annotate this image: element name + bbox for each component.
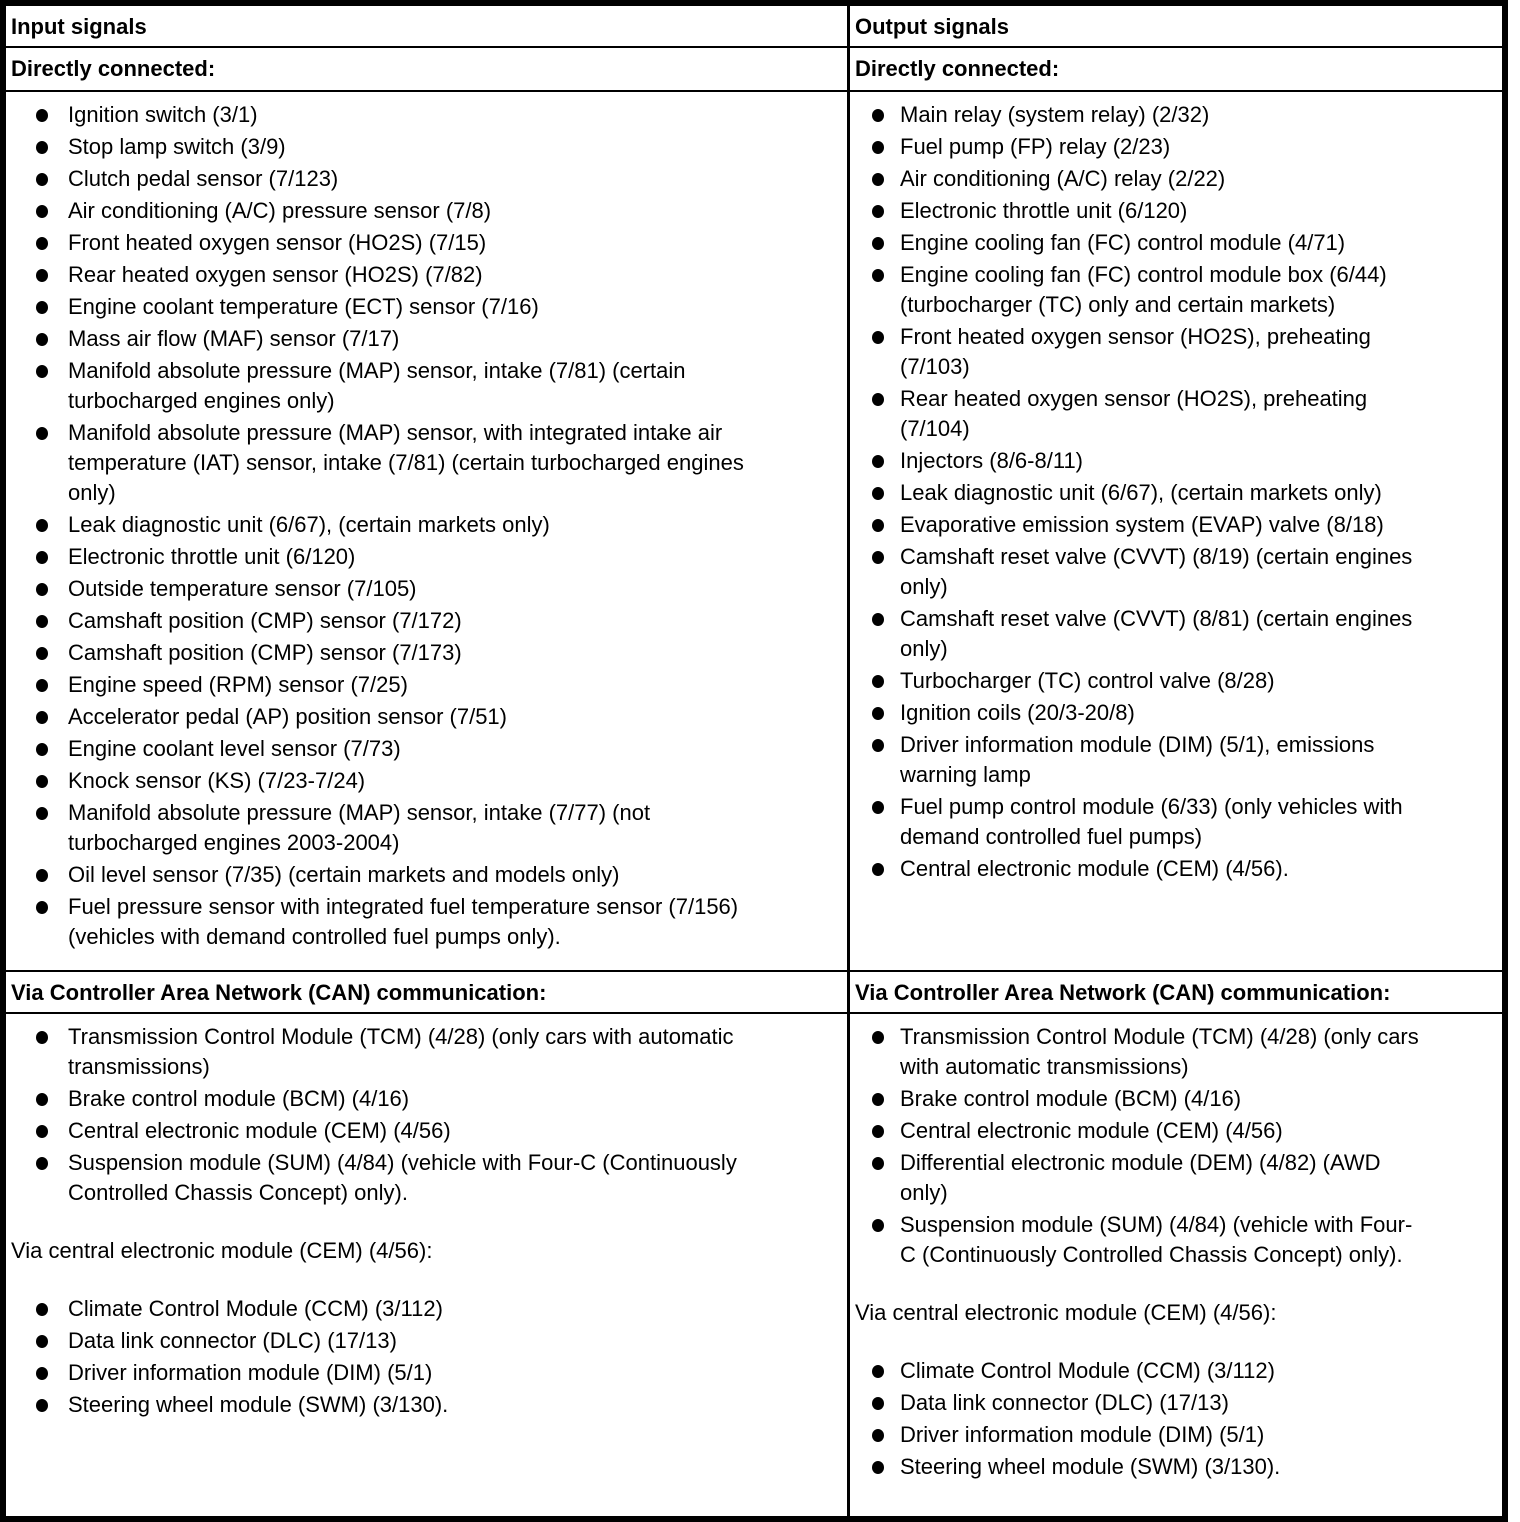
list-item: Oil level sensor (7/35) (certain markets and models only)	[6, 860, 783, 890]
list-item: Engine cooling fan (FC) control module (4/71)	[850, 228, 1422, 258]
list-item: Air conditioning (A/C) relay (2/22)	[850, 164, 1422, 194]
input-can-heading: Via Controller Area Network (CAN) communication:	[11, 980, 547, 1005]
list-item: Manifold absolute pressure (MAP) sensor, with integrated intake air temperature (IAT) sensor, intake (7/81) (certain turbocharged engines only)	[6, 418, 783, 508]
output-via-cem-heading: Via central electronic module (CEM) (4/56):	[855, 1300, 1277, 1325]
list-item: Leak diagnostic unit (6/67), (certain markets only)	[850, 478, 1422, 508]
list-item: Camshaft position (CMP) sensor (7/172)	[6, 606, 783, 636]
list-item: Main relay (system relay) (2/32)	[850, 100, 1422, 130]
list-item: Accelerator pedal (AP) position sensor (7/51)	[6, 702, 783, 732]
list-item: Engine speed (RPM) sensor (7/25)	[6, 670, 783, 700]
output-column-header: Output signals	[855, 14, 1009, 39]
input-directly-connected-heading: Directly connected:	[11, 56, 216, 81]
list-item: Electronic throttle unit (6/120)	[6, 542, 783, 572]
list-item: Central electronic module (CEM) (4/56)	[850, 1116, 1422, 1146]
list-item: Driver information module (DIM) (5/1), emissions warning lamp	[850, 730, 1422, 790]
list-item: Electronic throttle unit (6/120)	[850, 196, 1422, 226]
output-can-heading: Via Controller Area Network (CAN) communication:	[855, 980, 1391, 1005]
list-item: Evaporative emission system (EVAP) valve (8/18)	[850, 510, 1422, 540]
list-item: Ignition switch (3/1)	[6, 100, 783, 130]
list-item: Central electronic module (CEM) (4/56).	[850, 854, 1422, 884]
input-directly-connected-cell	[6, 92, 847, 970]
output-directly-connected-cell	[850, 92, 1502, 970]
list-item: Transmission Control Module (TCM) (4/28) (only cars with automatic transmissions)	[850, 1022, 1422, 1082]
output-can-cell	[850, 1014, 1502, 1516]
list-item: Turbocharger (TC) control valve (8/28)	[850, 666, 1422, 696]
list-item: Engine coolant temperature (ECT) sensor (7/16)	[6, 292, 783, 322]
list-item: Fuel pump control module (6/33) (only vehicles with demand controlled fuel pumps)	[850, 792, 1422, 852]
list-item: Front heated oxygen sensor (HO2S), preheating (7/103)	[850, 322, 1422, 382]
input-via-cem-list	[6, 1286, 847, 1420]
list-item: Air conditioning (A/C) pressure sensor (7/8)	[6, 196, 783, 226]
list-item: Knock sensor (KS) (7/23-7/24)	[6, 766, 783, 796]
output-via-cem-list	[850, 1348, 1502, 1482]
list-item: Data link connector (DLC) (17/13)	[850, 1388, 1422, 1418]
list-item: Differential electronic module (DEM) (4/82) (AWD only)	[850, 1148, 1422, 1208]
output-can-list	[850, 1014, 1502, 1270]
list-item: Outside temperature sensor (7/105)	[6, 574, 783, 604]
input-via-cem-heading: Via central electronic module (CEM) (4/56):	[11, 1238, 433, 1263]
list-item: Engine coolant level sensor (7/73)	[6, 734, 783, 764]
list-item: Steering wheel module (SWM) (3/130).	[850, 1452, 1422, 1482]
list-item: Driver information module (DIM) (5/1)	[6, 1358, 783, 1388]
list-item: Manifold absolute pressure (MAP) sensor, intake (7/81) (certain turbocharged engines only)	[6, 356, 783, 416]
list-item: Suspension module (SUM) (4/84) (vehicle with Four-C (Continuously Controlled Chassis Concept) only).	[6, 1148, 783, 1208]
list-item: Brake control module (BCM) (4/16)	[6, 1084, 783, 1114]
list-item: Transmission Control Module (TCM) (4/28) (only cars with automatic transmissions)	[6, 1022, 783, 1082]
list-item: Injectors (8/6-8/11)	[850, 446, 1422, 476]
list-item: Camshaft reset valve (CVVT) (8/19) (certain engines only)	[850, 542, 1422, 602]
input-column-header: Input signals	[11, 14, 147, 39]
list-item: Climate Control Module (CCM) (3/112)	[6, 1294, 783, 1324]
list-item: Front heated oxygen sensor (HO2S) (7/15)	[6, 228, 783, 258]
list-item: Camshaft position (CMP) sensor (7/173)	[6, 638, 783, 668]
list-item: Suspension module (SUM) (4/84) (vehicle with Four-C (Continuously Controlled Chassis Concept) only).	[850, 1210, 1422, 1270]
list-item: Clutch pedal sensor (7/123)	[6, 164, 783, 194]
list-item: Data link connector (DLC) (17/13)	[6, 1326, 783, 1356]
list-item: Stop lamp switch (3/9)	[6, 132, 783, 162]
input-directly-connected-list	[6, 92, 847, 952]
list-item: Leak diagnostic unit (6/67), (certain markets only)	[6, 510, 783, 540]
list-item: Manifold absolute pressure (MAP) sensor, intake (7/77) (not turbocharged engines 2003-2004)	[6, 798, 783, 858]
list-item: Rear heated oxygen sensor (HO2S), preheating (7/104)	[850, 384, 1422, 444]
input-can-cell	[6, 1014, 847, 1516]
list-item: Rear heated oxygen sensor (HO2S) (7/82)	[6, 260, 783, 290]
output-directly-connected-heading: Directly connected:	[855, 56, 1060, 81]
list-item: Camshaft reset valve (CVVT) (8/81) (certain engines only)	[850, 604, 1422, 664]
list-item: Engine cooling fan (FC) control module box (6/44) (turbocharger (TC) only and certain markets)	[850, 260, 1422, 320]
input-can-list	[6, 1014, 847, 1208]
list-item: Fuel pressure sensor with integrated fuel temperature sensor (7/156) (vehicles with demand controlled fuel pumps only).	[6, 892, 783, 952]
list-item: Steering wheel module (SWM) (3/130).	[6, 1390, 783, 1420]
list-item: Brake control module (BCM) (4/16)	[850, 1084, 1422, 1114]
list-item: Climate Control Module (CCM) (3/112)	[850, 1356, 1422, 1386]
list-item: Central electronic module (CEM) (4/56)	[6, 1116, 783, 1146]
output-directly-connected-list	[850, 92, 1502, 884]
list-item: Driver information module (DIM) (5/1)	[850, 1420, 1422, 1450]
list-item: Mass air flow (MAF) sensor (7/17)	[6, 324, 783, 354]
list-item: Ignition coils (20/3-20/8)	[850, 698, 1422, 728]
list-item: Fuel pump (FP) relay (2/23)	[850, 132, 1422, 162]
